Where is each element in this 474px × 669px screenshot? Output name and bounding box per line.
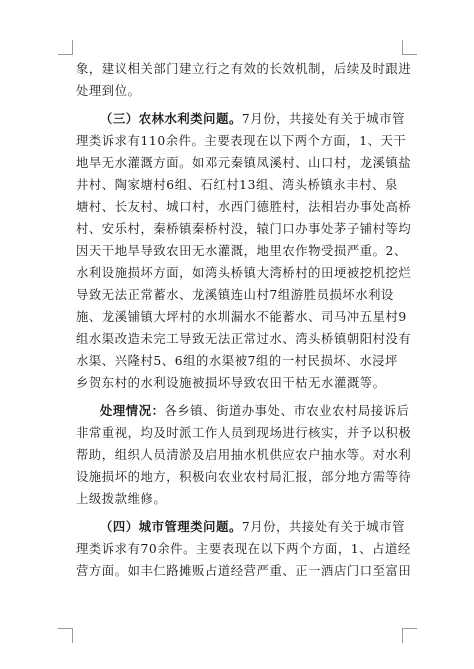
text-line: 水利设施损坏方面，如湾头桥镇大湾桥村的田埂被挖机挖烂 [76,266,412,280]
section-heading-line [76,108,406,130]
handling-heading: 处理情况： [100,403,165,418]
text-line: 乡贺东村的水利设施被损坏导致农田干枯无水灌溉等。 [76,376,386,390]
crop-mark-top-right [402,40,417,55]
crop-mark-top-left [58,40,73,55]
section-heading-line [76,516,406,538]
text-line: 上级拨款维修。 [76,492,167,506]
text-line: 营方面。如丰仁路摊贩占道经营严重、正一酒店门口至富田 [76,564,412,578]
text-line: 村、安乐村，秦桥镇秦桥村没，辕门口办事处茅子铺村等均 [76,222,412,236]
crop-mark-bottom-right [402,628,417,643]
text-line: 施、龙溪铺镇大坪村的水圳漏水不能蓄水、司马冲五星村9 [76,310,407,324]
crop-mark-bottom-left [58,628,73,643]
text-line: 理类诉求有70余件。主要表现在以下两个方面，1、占道经 [76,542,411,556]
text-line: 设施损坏的地方，积极向农业农村局汇报，部分地方需等待 [76,470,412,484]
document-body [76,58,412,582]
text-line: 非常重视，均及时派工作人员到现场进行核实，并予以积极 [76,426,412,440]
section-heading: （四）城市管理类问题。 [100,519,242,534]
text-run: 7月份，共接处有关于城市管 [241,520,406,534]
text-line: 理类诉求有110余件。主要表现在以下两个方面，1、天干 [76,134,407,148]
text-line: 处理到位。 [76,84,141,98]
text-line: 导致无法正常蓄水、龙溪镇连山村7组游胜员损坏水利设 [76,288,394,302]
text-line: 塘村、长友村、城口村，水西门德胜村，法相岩办事处高桥 [76,200,412,214]
text-line: 帮助，组织人员清淤及启用抽水机供应农户抽水等。对水利 [76,448,412,462]
text-line: 地旱无水灌溉方面。如邓元秦镇凤溪村、山口村，龙溪镇盐 [76,156,412,170]
handling-heading-line [76,400,410,422]
text-run: 7月份，共接处有关于城市管 [241,112,406,126]
text-line: 组水渠改造未完工导致无法正常过水、湾头桥镇朝阳村没有 [76,332,412,346]
text-line: 井村、陶家塘村6组、石红村13组、湾头桥镇永丰村、泉 [76,178,398,192]
text-line: 象，建议相关部门建立行之有效的长效机制，后续及时跟进 [76,62,412,76]
section-heading: （三）农林水利类问题。 [100,111,242,126]
text-line: 水渠、兴隆村5、6组的水渠被7组的一村民损坏、水浸坪 [76,354,398,368]
text-line: 因天干地旱导致农田无水灌溉，地里农作物受损严重。2、 [76,244,407,258]
text-run: 各乡镇、街道办事处、市农业农村局接诉后 [164,404,410,418]
